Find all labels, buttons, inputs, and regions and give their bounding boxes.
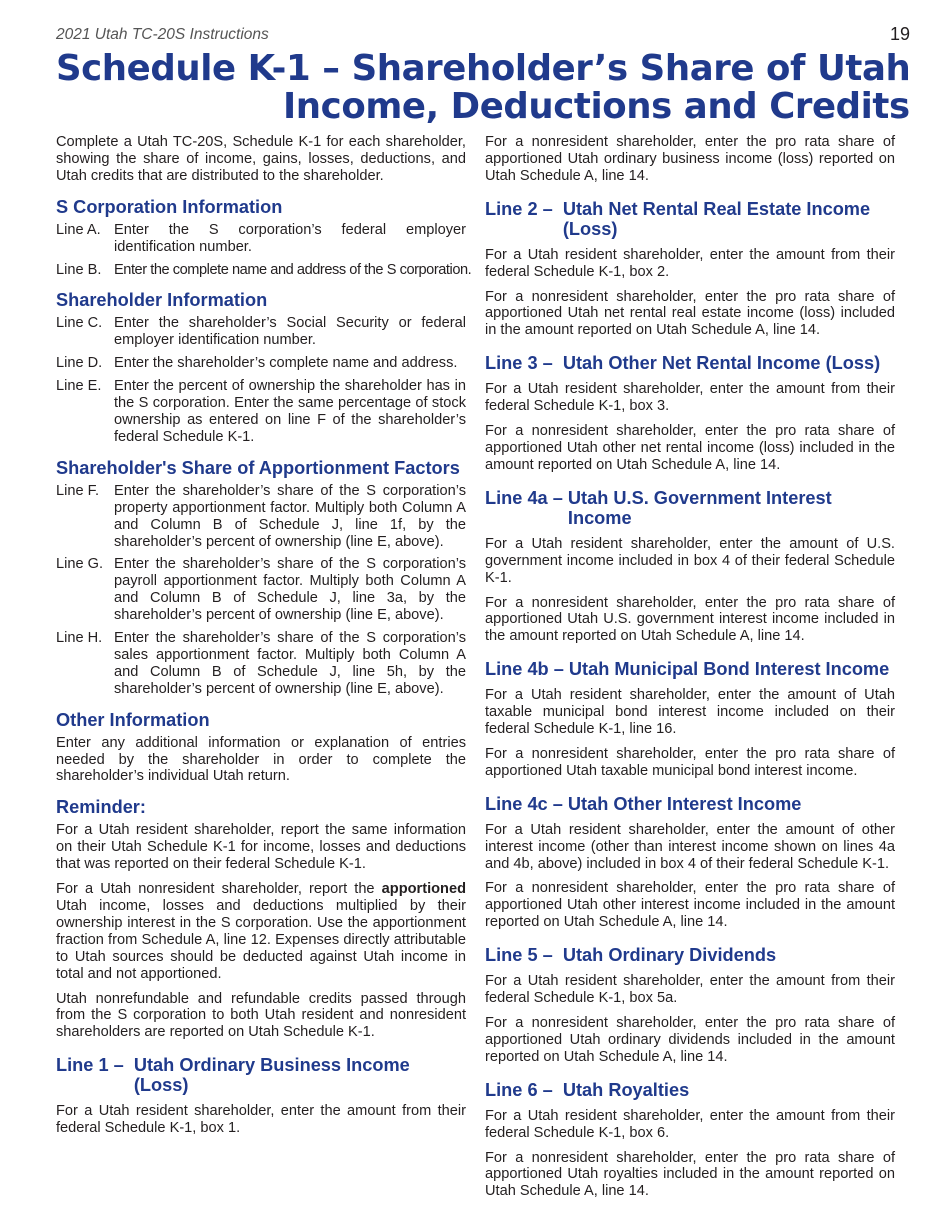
nonresident-text: For a nonresident shareholder, enter the pro rata share of apportioned Utah taxable municipal bond interest income. — [485, 745, 895, 779]
resident-text: For a Utah resident shareholder, enter the amount of U.S. government income included in box 4 of their federal Schedule K-1. — [485, 535, 895, 586]
line-label: Line H. — [56, 630, 103, 647]
line-text: Enter the shareholder’s complete name and address. — [114, 355, 458, 372]
reminder-paragraph-2 — [56, 881, 466, 982]
line-label: Line B. — [56, 261, 102, 278]
page-number: 19 — [889, 24, 910, 44]
nonresident-text: For a nonresident shareholder, enter the pro rata share of apportioned Utah other interest income included in the amount reported on Utah Schedule A, line 14. — [485, 880, 895, 931]
line-item — [56, 222, 466, 256]
line-number: Line 4a – — [485, 487, 568, 508]
line-item — [56, 483, 466, 551]
running-head: 2021 Utah TC-20S Instructions — [56, 26, 269, 43]
line-title: Utah Other Net Rental Income (Loss) — [562, 353, 881, 374]
reminder-p2-start: For a Utah nonresident shareholder, report the — [56, 881, 382, 898]
resident-text: For a Utah resident shareholder, enter the amount from their federal Schedule K-1, box 5a. — [485, 973, 895, 1007]
line-title: Utah Municipal Bond Interest Income — [568, 659, 890, 680]
line-number: Line 4c – — [485, 793, 568, 814]
line-title: Utah Ordinary Dividends — [562, 945, 777, 966]
line-6-heading — [485, 1080, 895, 1100]
shareholder-info-heading: Shareholder Information — [56, 290, 268, 311]
line-number: Line 6 – — [485, 1079, 563, 1100]
line-title: Utah Royalties — [562, 1079, 690, 1100]
line-text: Enter the complete name and address of the S corporation. — [114, 261, 472, 278]
line-number: Line 3 – — [485, 353, 563, 374]
left-column — [56, 134, 472, 1145]
line-item — [56, 261, 472, 279]
resident-text: For a Utah resident shareholder, enter the amount from their federal Schedule K-1, box 2. — [485, 246, 895, 280]
line-4a-heading — [485, 488, 895, 528]
nonresident-text: For a nonresident shareholder, enter the pro rata share of apportioned Utah royalties included in the amount reported on Utah Schedule A, line 14. — [485, 1149, 895, 1200]
reminder-heading: Reminder: — [56, 797, 146, 818]
line-label: Line D. — [56, 355, 103, 372]
page-title — [56, 50, 916, 126]
nonresident-text: For a nonresident shareholder, enter the pro rata share of apportioned Utah U.S. government interest income included in the amount reported on Utah Schedule A, line 14. — [485, 594, 895, 645]
reminder-p2-bold: apportioned — [381, 881, 466, 898]
line-text: Enter the shareholder’s share of the S corporation’s sales apportionment factor. Multiply both Column A and Column B of Schedule J, line 5h, by the shareholder’s percent of ownership (line E, above). — [114, 630, 466, 697]
title-line-1: Schedule K-1 – Shareholder’s Share of Utah — [56, 48, 911, 89]
line-title: Utah Net Rental Real Estate Income (Loss) — [562, 198, 871, 239]
resident-text: For a Utah resident shareholder, enter the amount from their federal Schedule K-1, box 3. — [485, 381, 895, 415]
right-column — [485, 134, 895, 1208]
line-number: Line 4b – — [485, 659, 569, 680]
reminder-paragraph-1: For a Utah resident shareholder, report the same information on their Utah Schedule K-1 for income, losses and deductions that was reported on their federal Schedule K-1. — [56, 822, 466, 873]
nonresident-text: For a nonresident shareholder, enter the pro rata share of apportioned Utah net rental real estate income (loss) included in the amount reported on Utah Schedule A, line 14. — [485, 288, 895, 339]
resident-text: For a Utah resident shareholder, enter the amount of Utah taxable municipal bond interest income included on their federal Schedule K-1, line 16. — [485, 687, 895, 738]
line-label: Line C. — [56, 315, 103, 332]
line-number: Line 2 – — [485, 198, 563, 219]
line-text: Enter the percent of ownership the shareholder has in the S corporation. Enter the same percentage of stock ownership as entered on line F of the shareholder’s federal Schedule K-1. — [114, 378, 466, 445]
line-label: Line A. — [56, 221, 101, 238]
nonresident-text: For a nonresident shareholder, enter the pro rata share of apportioned Utah ordinary dividends included in the amount reported on Utah Schedule A, line 14. — [485, 1015, 895, 1065]
intro-paragraph: Complete a Utah TC-20S, Schedule K-1 for each shareholder, showing the share of income, gains, losses, deductions, and Utah credits that are distributed to the shareholder. — [56, 134, 466, 184]
apportionment-heading: Shareholder's Share of Apportionment Factors — [56, 457, 460, 478]
line-item — [56, 378, 466, 446]
line-1-heading — [56, 1055, 466, 1095]
line-number: Line 1 – — [56, 1055, 134, 1076]
line-text: Enter the shareholder’s share of the S corporation’s property apportionment factor. Multiply both Column A and Column B of Schedule J, line 1f, by the shareholder’s percent of ownership (line E, above). — [114, 482, 466, 550]
line-2-heading — [485, 199, 895, 239]
line-1-nonresident-text: For a nonresident shareholder, enter the pro rata share of apportioned Utah ordinary business income (loss) reported on Utah Schedule A, line 14. — [485, 134, 895, 184]
line-label: Line G. — [56, 556, 104, 573]
line-title: Utah Other Interest Income — [567, 793, 802, 814]
line-text: Enter the S corporation’s federal employer identification number. — [114, 221, 466, 255]
line-title: Utah Ordinary Business Income (Loss) — [133, 1055, 410, 1096]
line-4c-heading — [485, 794, 895, 814]
line-label: Line E. — [56, 378, 102, 395]
line-item — [56, 315, 466, 349]
line-item — [56, 355, 466, 372]
line-5-heading — [485, 945, 895, 965]
line-text: Enter the shareholder’s Social Security or federal employer identification number. — [114, 315, 466, 349]
nonresident-text: For a nonresident shareholder, enter the pro rata share of apportioned Utah other net rental income (loss) included in the amount reported on Utah Schedule A, line 14. — [485, 423, 895, 473]
line-text: Enter the shareholder’s share of the S corporation’s payroll apportionment factor. Multiply both Column A and Column B of Schedule J, line 3a, by the shareholder’s percent of ownership (line E, above). — [114, 556, 466, 624]
line-item — [56, 630, 466, 698]
line-title: Utah U.S. Government Interest Income — [567, 487, 832, 528]
reminder-p2-end: Utah income, losses and deductions multiplied by their ownership interest in the S corporation. Use the apportionment fraction from Schedule A, line 12. Expenses directly attributable to Utah sources should be deducted against Utah income in total and not apportioned. — [56, 898, 466, 982]
title-line-2: Income, Deductions and Credits — [283, 86, 910, 127]
line-3-heading — [485, 353, 895, 373]
line-label: Line F. — [56, 482, 99, 499]
resident-text: For a Utah resident shareholder, enter the amount from their federal Schedule K-1, box 6. — [485, 1107, 895, 1141]
line-1-resident-text: For a Utah resident shareholder, enter the amount from their federal Schedule K-1, box 1. — [56, 1103, 466, 1137]
line-4b-heading — [485, 659, 895, 679]
line-item — [56, 556, 466, 624]
scorp-info-heading: S Corporation Information — [56, 196, 283, 217]
reminder-paragraph-3: Utah nonrefundable and refundable credits passed through from the S corporation to both Utah resident and nonresident shareholders are reported on Utah Schedule K-1. — [56, 990, 466, 1041]
line-number: Line 5 – — [485, 945, 563, 966]
other-info-text: Enter any additional information or explanation of entries needed by the shareholder in order to complete the shareholder’s individual Utah return. — [56, 734, 466, 785]
other-info-heading: Other Information — [56, 709, 210, 730]
resident-text: For a Utah resident shareholder, enter the amount of other interest income (other than interest income shown on lines 4a and 4b, above) included in box 4 of their federal Schedule K-1. — [485, 821, 895, 872]
